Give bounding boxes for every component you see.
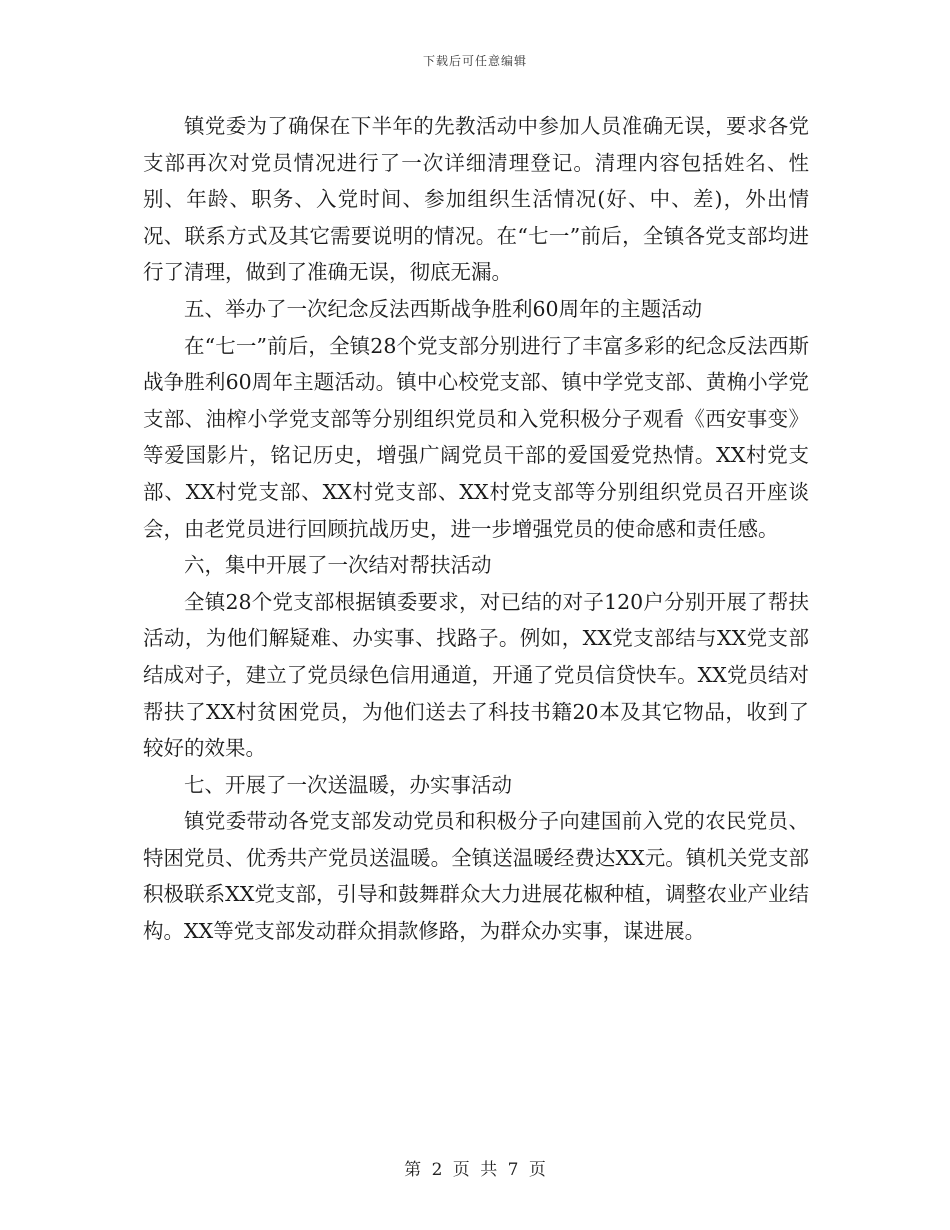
section-heading-7: 七、开展了一次送温暖，办实事活动: [184, 772, 512, 797]
section-heading-5: 五、举办了一次纪念反法西斯战争胜利60周年的主题活动: [184, 296, 703, 321]
paragraph-anniversary-activities: 在“七一”前后，全镇28个党支部分别进行了丰富多彩的纪念反法西斯战争胜利60周年主题活动。镇中心校党支部、镇中学党支部、黄桷小学党支部、油榨小学党支部等分别组织党员和入党积极分子观看《西安事变》等爱国影片，铭记历史，增强广阔党员干部的爱国爱党热情。XX村党支部、XX村党支部、XX村党支部、XX村党支部等分别组织党员召开座谈会，由老党员进行回顾抗战历史，进一步增强党员的使命感和责任感。: [143, 333, 809, 541]
page-number-footer: 第 2 页 共 7 页: [404, 1160, 546, 1180]
page-header-note: 下载后可任意编辑: [422, 54, 527, 68]
document-body: [143, 108, 809, 950]
paragraph-warmth-delivery: 镇党委带动各党支部发动党员和积极分子向建国前入党的农民党员、特困党员、优秀共产党员送温暖。全镇送温暖经费达XX元。镇机关党支部积极联系XX党支部，引导和鼓舞群众大力进展花椒种植，调整农业产业结构。XX等党支部发动群众捐款修路，为群众办实事，谋进展。: [143, 809, 809, 944]
paragraph-member-registration: 镇党委为了确保在下半年的先教活动中参加人员准确无误，要求各党支部再次对党员情况进行了一次详细清理登记。清理内容包括姓名、性别、年龄、职务、入党时间、参加组织生活情况(好、中、差)，外出情况、联系方式及其它需要说明的情况。在“七一”前后，全镇各党支部均进行了清理，做到了准确无误，彻底无漏。: [143, 114, 809, 285]
section-heading-6: 六，集中开展了一次结对帮扶活动: [184, 553, 492, 578]
paragraph-pairing-assistance: 全镇28个党支部根据镇委要求，对已结的对子120户分别开展了帮扶活动，为他们解疑难、办实事、找路子。例如，XX党支部结与XX党支部结成对子，建立了党员绿色信用通道，开通了党员信贷快车。XX党员结对帮扶了XX村贫困党员，为他们送去了科技书籍20本及其它物品，收到了较好的效果。: [143, 589, 809, 761]
